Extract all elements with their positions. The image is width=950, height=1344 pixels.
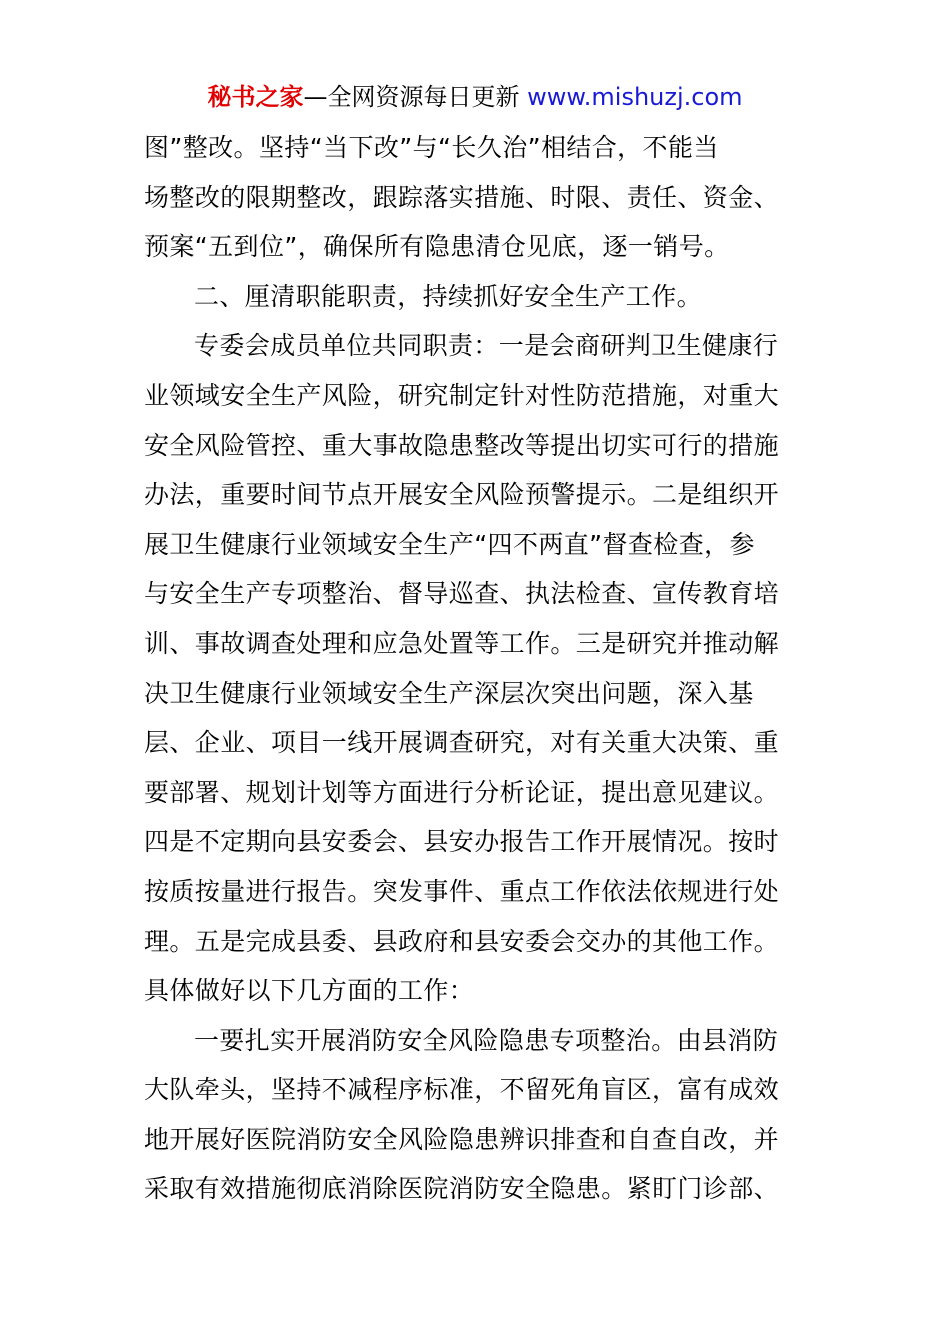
text-line: 地开展好医院消防安全风险隐患辨识排查和自查自改，并: [144, 1124, 780, 1154]
text-line: 大队牵头，坚持不减程序标准，不留死角盲区，富有成效: [144, 1075, 780, 1105]
text-line: 预案“五到位”，确保所有隐患清仓见底，逐一销号。: [144, 232, 730, 262]
text-line: 与安全生产专项整治、督导巡查、执法检查、宣传教育培: [144, 579, 780, 609]
text-line: 安全风险管控、重大事故隐患整改等提出切实可行的措施: [144, 430, 780, 460]
site-header: [0, 82, 950, 112]
text-line: 训、事故调查处理和应急处置等工作。三是研究并推动解: [144, 628, 780, 658]
text-line: 展卫生健康行业领域安全生产“四不两直”督查检查，参: [144, 529, 755, 559]
text-line: 决卫生健康行业领域安全生产深层次突出问题，深入基: [144, 678, 754, 708]
site-brand: 秘书之家: [207, 83, 304, 111]
text-line: 场整改的限期整改，跟踪落实措施、时限、责任、资金、: [144, 182, 780, 212]
text-line: 四是不定期向县安委会、县安办报告工作开展情况。按时: [144, 827, 780, 857]
site-url-link[interactable]: www.mishuzj.com: [527, 83, 743, 111]
text-line: 一要扎实开展消防安全风险隐患专项整治。由县消防: [194, 1025, 779, 1055]
document-body: [144, 123, 808, 1214]
text-line: 具体做好以下几方面的工作：: [144, 976, 475, 1006]
text-line: 理。五是完成县委、县政府和县安委会交办的其他工作。: [144, 926, 780, 956]
text-line: 办法，重要时间节点开展安全风险预警提示。二是组织开: [144, 480, 780, 510]
text-line: 层、企业、项目一线开展调查研究，对有关重大决策、重: [144, 728, 780, 758]
text-line: 业领域安全生产风险，研究制定针对性防范措施，对重大: [144, 380, 780, 410]
text-line: 专委会成员单位共同职责：一是会商研判卫生健康行: [194, 331, 779, 361]
section-heading: 二、厘清职能职责，持续抓好安全生产工作。: [194, 281, 703, 311]
text-line: 图”整改。坚持“当下改”与“长久治”相结合，不能当: [144, 133, 719, 162]
text-line: 要部署、规划计划等方面进行分析论证，提出意见建议。: [144, 777, 780, 807]
site-tagline: —全网资源每日更新: [303, 83, 528, 111]
text-line: 采取有效措施彻底消除医院消防安全隐患。紧盯门诊部、: [144, 1174, 780, 1204]
text-line: 按质按量进行报告。突发事件、重点工作依法依规进行处: [144, 876, 780, 906]
